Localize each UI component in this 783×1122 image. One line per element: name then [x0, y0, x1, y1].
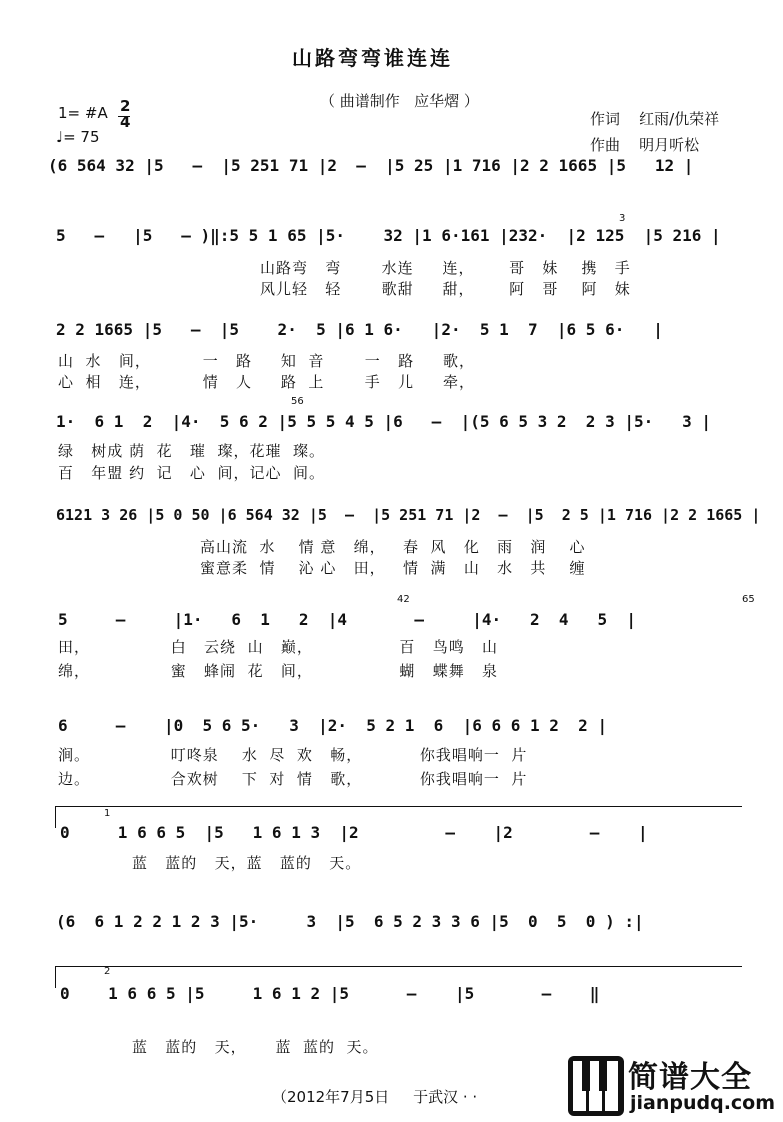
arranger-credit: （ 曲谱制作 应华熠 ）: [320, 92, 479, 110]
volta-2-left-edge: [55, 966, 56, 988]
page-title: 山路弯弯谁连连: [292, 46, 453, 70]
notation-row-1: (6 564 32 |5 – |5 251 71 |2 – |5 25 |1 716 |2 2 1665 |5 12 |: [48, 156, 694, 175]
volta-2-number: 2: [104, 966, 111, 977]
notation-row-4: 1· 6 1 2 |4· 5 6 2 |5 5 5 4 5 |6 – |(5 6 5 3 2 2 3 |5· 3 |: [56, 412, 712, 431]
measure-number-56: 56: [291, 396, 304, 407]
lyrics-row-5-verse-1: 高山流 水 情 意 绵， 春 风 化 雨 润 心: [200, 538, 586, 556]
lyrics-row-8: 蓝 蓝的 天，蓝 蓝的 天。: [132, 854, 362, 872]
brand-logo: [568, 1052, 780, 1122]
notation-row-9: (6 6 1 2 2 1 2 3 |5· 3 |5 6 5 2 3 3 6 |5 0 5 0 ) :|: [56, 912, 644, 931]
lyrics-row-6-verse-2: 绵， 蜜 蜂闹 花 间， 蝴 蝶舞 泉: [58, 662, 499, 680]
lyrics-row-2-verse-2: 风儿轻 轻 歌甜 甜， 阿 哥 阿 妹: [260, 280, 631, 298]
composer-credit: 作曲 明月听松: [590, 136, 700, 154]
lyrics-row-7-verse-2: 边。 合欢树 下 对 情 歌， 你我唱响一 片: [58, 770, 528, 788]
lyrics-row-4-verse-1: 绿 树成 荫 花 璀 璨，花璀 璨。: [58, 442, 325, 460]
time-signature-top: 2: [120, 97, 131, 115]
measure-number-65: 65: [742, 594, 755, 605]
key-signature: 1= #A: [58, 104, 108, 122]
lyrics-row-7-verse-1: 涧。 叮咚泉 水 尽 欢 畅， 你我唱响一 片: [58, 746, 528, 764]
notation-row-6: 5 – |1· 6 1 2 |4 – |4· 2 4 5 |: [58, 610, 636, 629]
notation-row-7: 6 – |0 5 6 5· 3 |2· 5 2 1 6 |6 6 6 1 2 2 |: [58, 716, 608, 735]
footer-date: （2012年7月5日 于武汉 · ·: [272, 1088, 478, 1106]
lyrics-row-5-verse-2: 蜜意柔 情 沁 心 田， 情 满 山 水 共 缠: [200, 559, 586, 577]
notation-row-10: 0 1 6 6 5 |5 1 6 1 2 |5 – |5 – ‖: [60, 984, 600, 1003]
lyrics-row-3-verse-2: 心 相 连， 情 人 路 上 手 儿 牵，: [58, 373, 475, 391]
lyrics-row-4-verse-2: 百 年盟 约 记 心 间，记心 间。: [58, 464, 325, 482]
notation-row-8: 0 1 6 6 5 |5 1 6 1 3 |2 – |2 – |: [60, 823, 648, 842]
time-signature-bottom: 4: [120, 113, 131, 131]
brand-url: jianpudq.com: [630, 1092, 776, 1114]
notation-row-2: 5 – |5 – )‖:5 5 1 65 |5· 32 |1 6·161 |232· |2 125 |5 216 |: [56, 226, 721, 245]
lyrics-row-6-verse-1: 田， 白 云绕 山 巅， 百 鸟鸣 山: [58, 638, 499, 656]
tempo-mark: ♩= 75: [56, 128, 100, 146]
notation-row-5: 6121 3 26 |5 0 50 |6 564 32 |5 – |5 251 71 |2 – |5 2 5 |1 716 |2 2 1665 |: [56, 506, 761, 524]
brand-name: 简谱大全: [628, 1060, 752, 1095]
volta-1-bracket: [55, 806, 742, 807]
lyrics-row-2-verse-1: 山路弯 弯 水连 连， 哥 妹 携 手: [260, 259, 631, 277]
triplet-mark: 3: [619, 213, 626, 224]
volta-2-bracket: [55, 966, 742, 967]
measure-number-42: 42: [397, 594, 410, 605]
volta-1-number: 1: [104, 808, 111, 819]
volta-1-left-edge: [55, 806, 56, 828]
lyrics-row-10: 蓝 蓝的 天， 蓝 蓝的 天。: [132, 1038, 379, 1056]
lyricist-credit: 作词 红雨/仇荣祥: [590, 110, 720, 128]
lyrics-row-3-verse-1: 山 水 间， 一 路 知 音 一 路 歌，: [58, 352, 475, 370]
notation-row-3: 2 2 1665 |5 – |5 2· 5 |6 1 6· |2· 5 1 7 |6 5 6· |: [56, 320, 663, 339]
piano-keys-icon: [568, 1056, 624, 1116]
